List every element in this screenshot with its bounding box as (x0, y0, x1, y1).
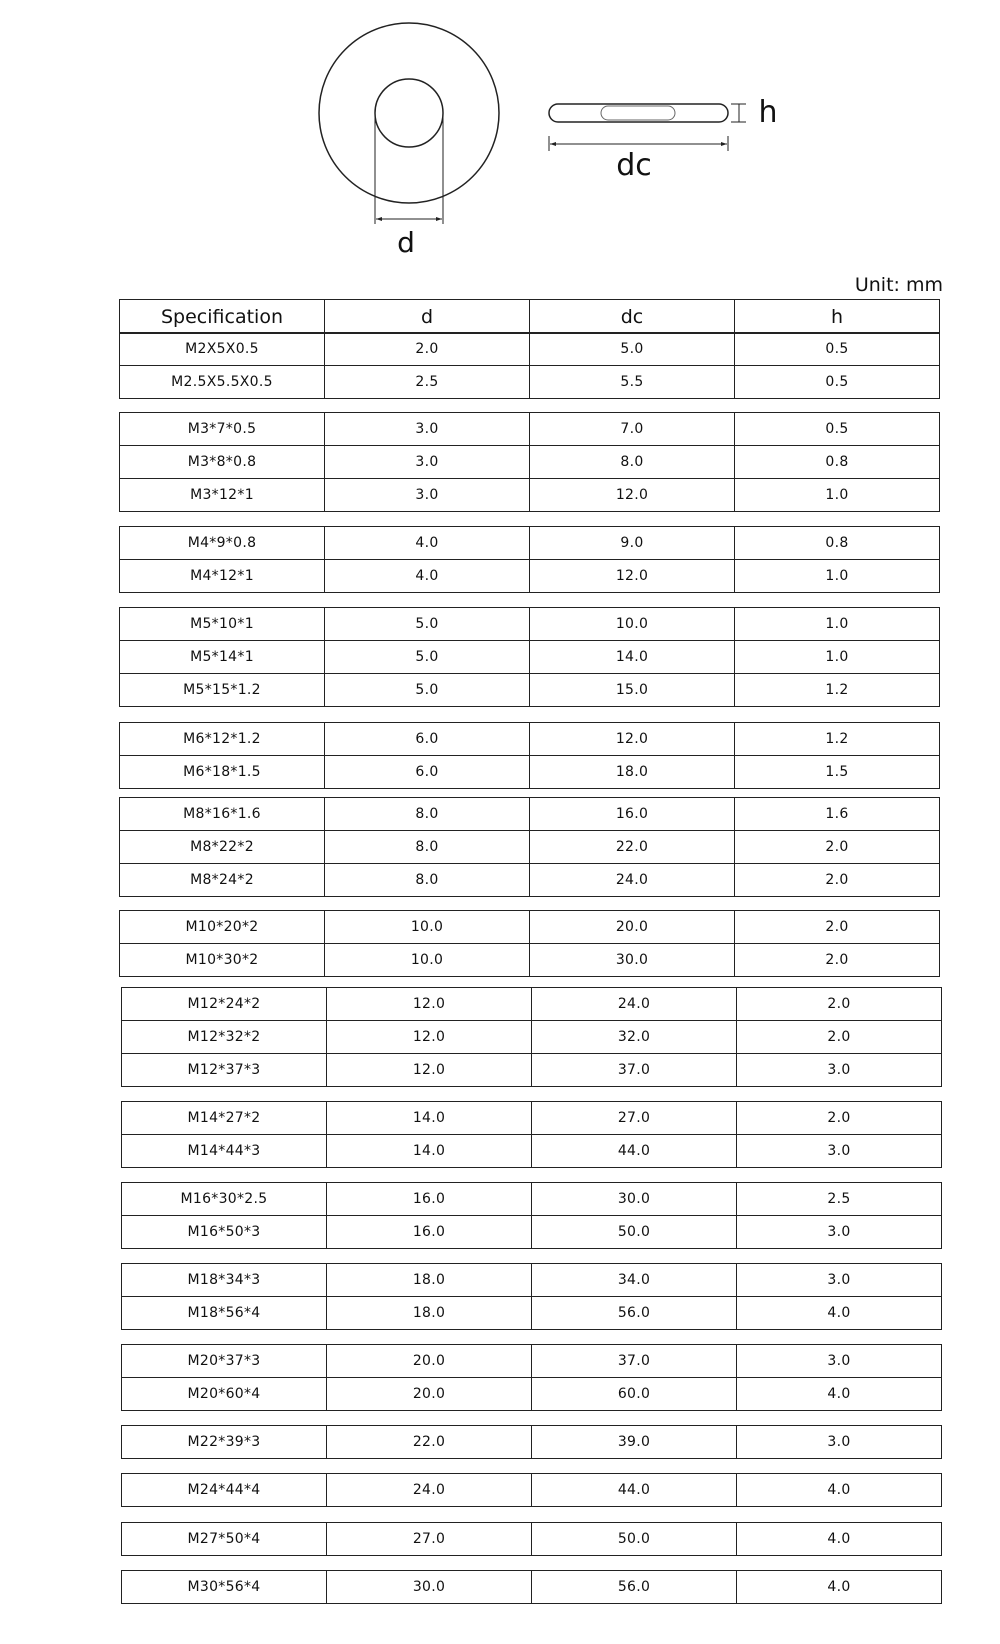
cell-dc: 8.0 (530, 446, 735, 479)
table-row-group (119, 722, 940, 789)
d-label: d (397, 226, 415, 259)
table-row (120, 756, 940, 789)
cell-spec: M3*8*0.8 (120, 446, 325, 479)
cell-spec: M27*50*4 (122, 1523, 327, 1556)
cell-dc: 24.0 (530, 864, 735, 897)
table-row (122, 1264, 942, 1297)
cell-d: 12.0 (327, 1021, 532, 1054)
cell-h: 3.0 (737, 1135, 942, 1168)
table-row (120, 413, 940, 446)
cell-dc: 5.0 (530, 333, 735, 366)
cell-h: 2.0 (737, 988, 942, 1021)
cell-d: 5.0 (325, 608, 530, 641)
washer-dimension-diagram (0, 0, 1000, 270)
cell-spec: M14*27*2 (122, 1102, 327, 1135)
cell-h: 1.2 (735, 723, 940, 756)
cell-d: 20.0 (327, 1345, 532, 1378)
washer-inner-circle (375, 79, 443, 147)
cell-h: 2.0 (735, 944, 940, 977)
table-row-group (119, 797, 940, 897)
cell-d: 5.0 (325, 674, 530, 707)
cell-spec: M5*14*1 (120, 641, 325, 674)
cell-spec: M6*18*1.5 (120, 756, 325, 789)
table-row (120, 560, 940, 593)
cell-spec: M3*7*0.5 (120, 413, 325, 446)
cell-d: 2.5 (325, 366, 530, 399)
cell-dc: 14.0 (530, 641, 735, 674)
cell-d: 14.0 (327, 1102, 532, 1135)
d-arrow-right (436, 217, 442, 221)
cell-d: 24.0 (327, 1474, 532, 1507)
table-row-group (119, 910, 940, 977)
cell-spec: M4*9*0.8 (120, 527, 325, 560)
table-row (122, 1297, 942, 1330)
cell-d: 18.0 (327, 1264, 532, 1297)
cell-d: 6.0 (325, 756, 530, 789)
table-row-group (119, 332, 940, 399)
cell-d: 27.0 (327, 1523, 532, 1556)
table-row (122, 1474, 942, 1507)
table-row (120, 527, 940, 560)
table-row (122, 1183, 942, 1216)
cell-spec: M8*24*2 (120, 864, 325, 897)
cell-h: 3.0 (737, 1054, 942, 1087)
cell-spec: M2X5X0.5 (120, 333, 325, 366)
cell-d: 18.0 (327, 1297, 532, 1330)
cell-spec: M8*16*1.6 (120, 798, 325, 831)
cell-d: 22.0 (327, 1426, 532, 1459)
cell-spec: M20*60*4 (122, 1378, 327, 1411)
table-row (122, 1378, 942, 1411)
cell-spec: M18*56*4 (122, 1297, 327, 1330)
cell-h: 1.6 (735, 798, 940, 831)
cell-h: 3.0 (737, 1345, 942, 1378)
cell-spec: M4*12*1 (120, 560, 325, 593)
cell-dc: 16.0 (530, 798, 735, 831)
table-row (120, 608, 940, 641)
cell-d: 3.0 (325, 413, 530, 446)
cell-spec: M10*20*2 (120, 911, 325, 944)
cell-dc: 44.0 (532, 1135, 737, 1168)
cell-spec: M12*24*2 (122, 988, 327, 1021)
cell-d: 16.0 (327, 1216, 532, 1249)
table-row (122, 1102, 942, 1135)
table-row-group (119, 526, 940, 593)
cell-h: 2.0 (735, 864, 940, 897)
cell-spec: M30*56*4 (122, 1571, 327, 1604)
header-dc: dc (530, 300, 735, 334)
cell-h: 1.2 (735, 674, 940, 707)
cell-dc: 56.0 (532, 1297, 737, 1330)
cell-h: 2.0 (735, 911, 940, 944)
cell-spec: M14*44*3 (122, 1135, 327, 1168)
cell-spec: M12*37*3 (122, 1054, 327, 1087)
cell-dc: 32.0 (532, 1021, 737, 1054)
cell-dc: 20.0 (530, 911, 735, 944)
cell-h: 2.5 (737, 1183, 942, 1216)
cell-dc: 27.0 (532, 1102, 737, 1135)
cell-spec: M10*30*2 (120, 944, 325, 977)
cell-h: 3.0 (737, 1426, 942, 1459)
cell-dc: 30.0 (532, 1183, 737, 1216)
cell-h: 1.0 (735, 641, 940, 674)
table-row-group (121, 1473, 942, 1507)
cell-spec: M16*30*2.5 (122, 1183, 327, 1216)
cell-dc: 5.5 (530, 366, 735, 399)
header-row (120, 300, 940, 334)
cell-dc: 12.0 (530, 723, 735, 756)
table-row (120, 674, 940, 707)
cell-spec: M5*15*1.2 (120, 674, 325, 707)
cell-spec: M16*50*3 (122, 1216, 327, 1249)
table-row-group (119, 607, 940, 707)
table-row (120, 333, 940, 366)
cell-h: 3.0 (737, 1264, 942, 1297)
cell-d: 2.0 (325, 333, 530, 366)
header-specification: Specification (120, 300, 325, 334)
cell-dc: 39.0 (532, 1426, 737, 1459)
cell-dc: 50.0 (532, 1216, 737, 1249)
cell-h: 4.0 (737, 1571, 942, 1604)
cell-dc: 22.0 (530, 831, 735, 864)
cell-dc: 56.0 (532, 1571, 737, 1604)
table-row (122, 1426, 942, 1459)
table-row (120, 944, 940, 977)
h-label: h (758, 95, 778, 130)
cell-h: 4.0 (737, 1474, 942, 1507)
cell-h: 0.5 (735, 333, 940, 366)
cell-dc: 34.0 (532, 1264, 737, 1297)
cell-d: 6.0 (325, 723, 530, 756)
cell-d: 10.0 (325, 944, 530, 977)
cell-dc: 9.0 (530, 527, 735, 560)
header-h: h (735, 300, 940, 334)
cell-h: 0.5 (735, 413, 940, 446)
cell-dc: 44.0 (532, 1474, 737, 1507)
cell-spec: M3*12*1 (120, 479, 325, 512)
cell-d: 10.0 (325, 911, 530, 944)
table-row (122, 1571, 942, 1604)
cell-dc: 7.0 (530, 413, 735, 446)
cell-d: 3.0 (325, 446, 530, 479)
cell-dc: 18.0 (530, 756, 735, 789)
table-row (122, 1021, 942, 1054)
cell-h: 2.0 (735, 831, 940, 864)
table-row (120, 864, 940, 897)
cell-h: 1.5 (735, 756, 940, 789)
table-row (122, 1216, 942, 1249)
cell-d: 8.0 (325, 864, 530, 897)
table-row (120, 723, 940, 756)
cell-d: 20.0 (327, 1378, 532, 1411)
unit-label: Unit: mm (854, 274, 943, 296)
cell-h: 3.0 (737, 1216, 942, 1249)
table-row-group (119, 412, 940, 512)
cell-d: 30.0 (327, 1571, 532, 1604)
cell-h: 0.8 (735, 446, 940, 479)
cell-h: 4.0 (737, 1297, 942, 1330)
cell-h: 4.0 (737, 1378, 942, 1411)
cell-h: 1.0 (735, 608, 940, 641)
cell-d: 8.0 (325, 831, 530, 864)
cell-h: 1.0 (735, 479, 940, 512)
cell-spec: M24*44*4 (122, 1474, 327, 1507)
cell-spec: M12*32*2 (122, 1021, 327, 1054)
cell-d: 14.0 (327, 1135, 532, 1168)
cell-dc: 10.0 (530, 608, 735, 641)
table-row-group (121, 1101, 942, 1168)
table-row (122, 988, 942, 1021)
cell-d: 16.0 (327, 1183, 532, 1216)
cell-h: 1.0 (735, 560, 940, 593)
cell-d: 4.0 (325, 527, 530, 560)
table-row (120, 911, 940, 944)
cell-spec: M20*37*3 (122, 1345, 327, 1378)
cell-dc: 12.0 (530, 479, 735, 512)
table-row (122, 1523, 942, 1556)
table-row-group (121, 1263, 942, 1330)
table-row (120, 366, 940, 399)
cell-spec: M2.5X5.5X0.5 (120, 366, 325, 399)
table-header (119, 299, 940, 334)
cell-d: 4.0 (325, 560, 530, 593)
cell-d: 8.0 (325, 798, 530, 831)
table-row-group (121, 987, 942, 1087)
cell-h: 0.8 (735, 527, 940, 560)
cell-d: 5.0 (325, 641, 530, 674)
dc-arrow-right (721, 142, 727, 146)
cell-dc: 24.0 (532, 988, 737, 1021)
table-row-group (121, 1522, 942, 1556)
washer-side-hole (601, 106, 675, 120)
table-row (120, 479, 940, 512)
cell-dc: 50.0 (532, 1523, 737, 1556)
table-row (120, 798, 940, 831)
table-row (122, 1054, 942, 1087)
cell-h: 0.5 (735, 366, 940, 399)
table-row (122, 1135, 942, 1168)
cell-dc: 37.0 (532, 1345, 737, 1378)
cell-h: 2.0 (737, 1102, 942, 1135)
washer-outer-circle (319, 23, 499, 203)
cell-dc: 60.0 (532, 1378, 737, 1411)
cell-h: 4.0 (737, 1523, 942, 1556)
table-row-group (121, 1425, 942, 1459)
cell-spec: M22*39*3 (122, 1426, 327, 1459)
table-row-group (121, 1344, 942, 1411)
cell-d: 3.0 (325, 479, 530, 512)
cell-dc: 37.0 (532, 1054, 737, 1087)
d-arrow-left (376, 217, 382, 221)
table-row (120, 641, 940, 674)
cell-h: 2.0 (737, 1021, 942, 1054)
table-row-group (121, 1182, 942, 1249)
cell-spec: M6*12*1.2 (120, 723, 325, 756)
cell-dc: 12.0 (530, 560, 735, 593)
cell-spec: M18*34*3 (122, 1264, 327, 1297)
washer-side-view (549, 104, 728, 122)
header-d: d (325, 300, 530, 334)
table-row (120, 446, 940, 479)
dc-arrow-left (550, 142, 556, 146)
cell-d: 12.0 (327, 1054, 532, 1087)
cell-spec: M5*10*1 (120, 608, 325, 641)
cell-dc: 15.0 (530, 674, 735, 707)
table-row (120, 831, 940, 864)
table-row-group (121, 1570, 942, 1604)
cell-dc: 30.0 (530, 944, 735, 977)
cell-d: 12.0 (327, 988, 532, 1021)
cell-spec: M8*22*2 (120, 831, 325, 864)
dc-label: dc (616, 148, 652, 183)
table-row (122, 1345, 942, 1378)
